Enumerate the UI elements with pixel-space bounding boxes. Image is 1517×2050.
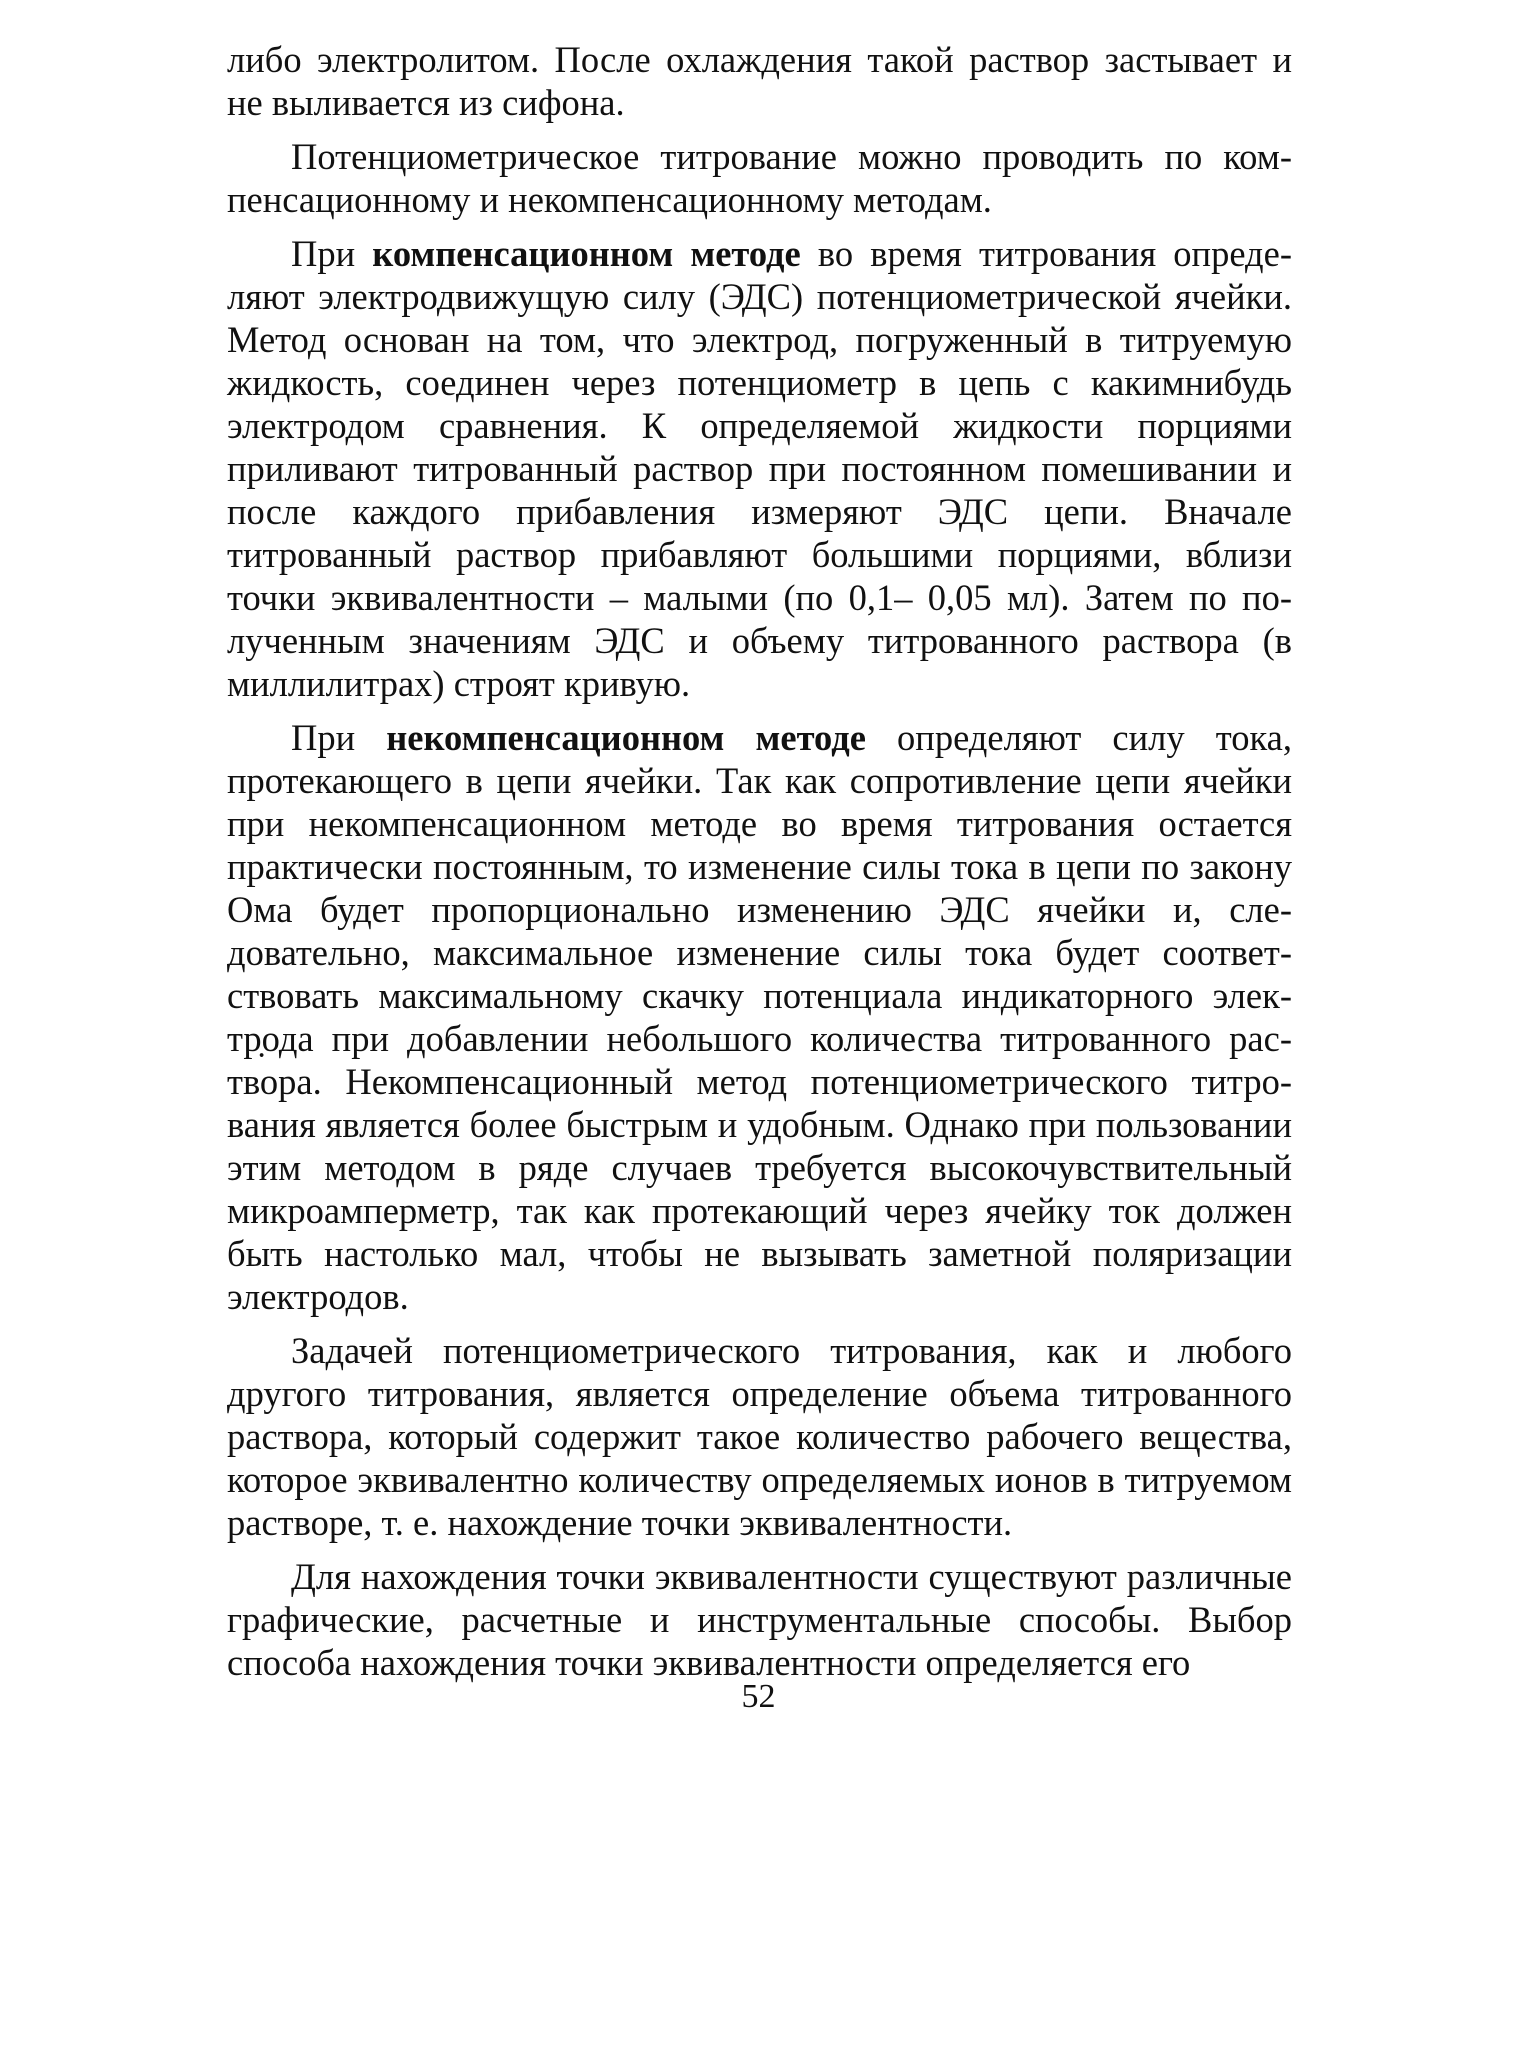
- paragraph-1: [227, 38, 1292, 124]
- paragraph-text: либо электролитом. После охлаждения такой раствор застывает и не выливается из сифона.: [227, 39, 1292, 123]
- paragraph-text: Для нахождения точки эквивалентности существуют различные графические, расчетные и инструментальные способы. Выбор способа нахождения точки эквивалентности определяется его: [227, 1556, 1292, 1683]
- paragraph-5: [227, 1329, 1292, 1544]
- paragraph-text: При: [291, 233, 373, 274]
- paragraph-noncompensation-method: [227, 716, 1292, 1318]
- paragraph-text: определяют силу тока, протекающего в цепи ячейки. Так как сопротивление цепи ячейки при некомпенсационном методе во время титрования остается практически постоянным, то изменение силы тока в цепи по закону Ома будет пропорционально изменению ЭДС ячейки и, следовательно, максимальное изменение силы тока будет соответствовать максимальному скачку потенциала индикаторного электр̣ода при добавлении небольшого количества титрованного раствора. Некомпенсационный метод потенциометрического титрования является более быстрым и удобным. Однако при пользовании этим методом в ряде случаев требуется высокочувствительный микроамперметр, так как протекающий через ячейку ток должен быть настолько мал, чтобы не вызывать заметной поляризации электродов.: [227, 717, 1292, 1317]
- bold-term: некомпенсационном методе: [386, 717, 866, 758]
- page-number: 52: [741, 1678, 776, 1715]
- bold-term: компенсационном методе: [372, 233, 801, 274]
- paragraph-text: во время титрования определяют электродвижущую силу (ЭДС) потенциометрической ячейки. Метод основан на том, что электрод, погруженный в титруемую жидкость, соединен через потенциометр в цепь с какимнибудь электродом сравнения. К определяемой жидкости порциями приливают титрованный раствор при постоянном помешивании и после каждого прибавления измеряют ЭДС цепи. Вначале титрованный раствор прибавляют большими порциями, вблизи точки эквивалентности – малыми (по 0,1– 0,05 мл). Затем по полученным значениям ЭДС и объему титрованного раствора (в миллилитрах) строят кривую.: [227, 233, 1292, 704]
- paragraph-text: Задачей потенциометрического титрования, как и любого другого титрования, является определение объема титрованного раствора, который содержит такое количество рабочего вещества, которое эквивалентно количеству определяемых ионов в титруемом растворе, т. е. нахождение точки эквивалентности.: [227, 1330, 1292, 1543]
- page-body: [227, 38, 1292, 1695]
- paragraph-compensation-method: [227, 232, 1292, 705]
- paragraph-text: При: [291, 717, 387, 758]
- paragraph-text: Потенциометрическое титрование можно проводить по компенсационному и некомпенсационному методам.: [227, 136, 1292, 220]
- paragraph-6: [227, 1555, 1292, 1684]
- paragraph-2: [227, 135, 1292, 221]
